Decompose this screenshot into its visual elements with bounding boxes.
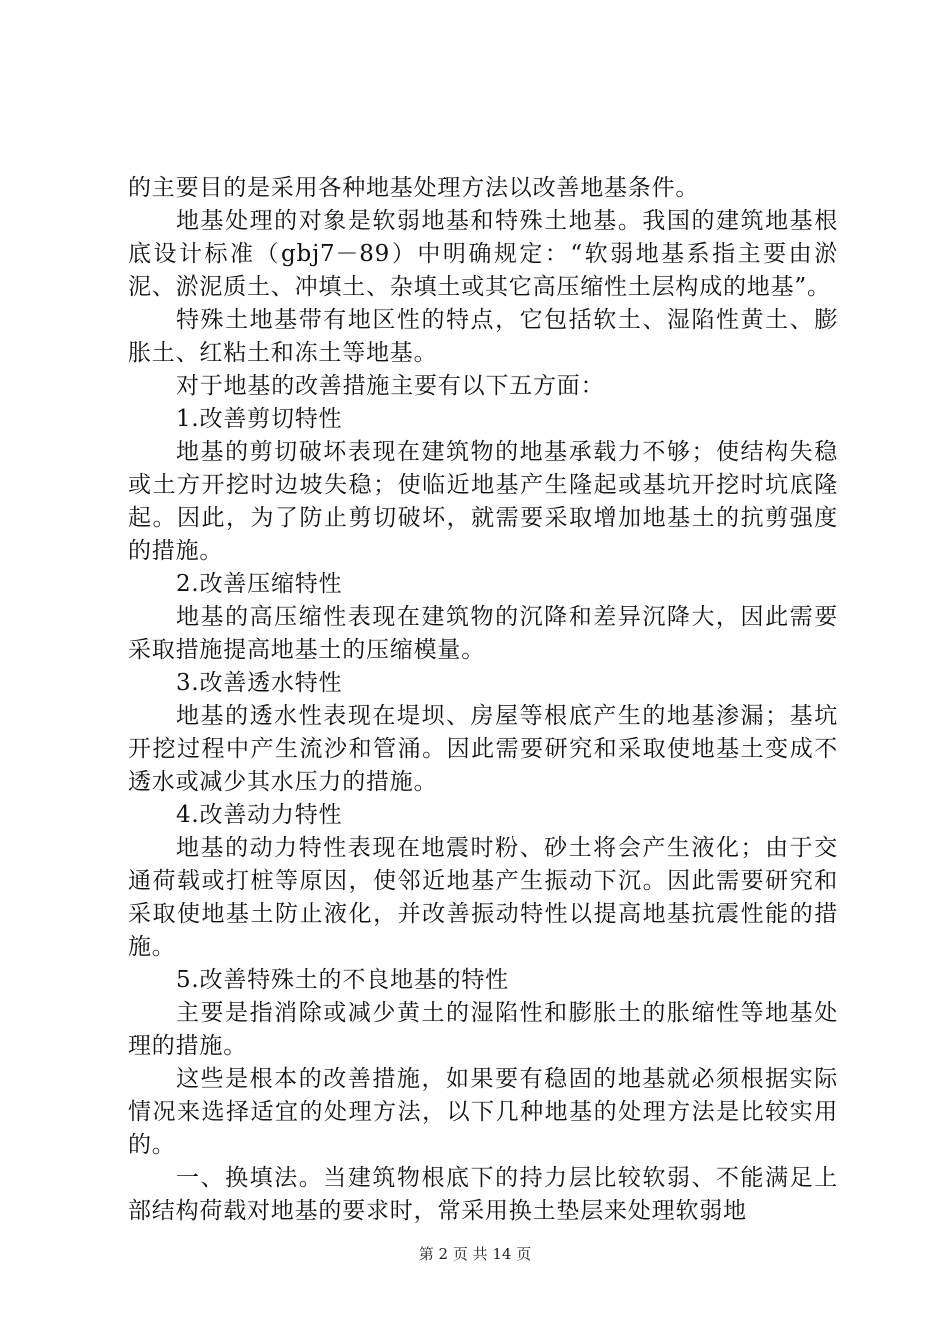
body-text bbox=[128, 172, 838, 1228]
paragraph: 特殊土地基带有地区性的特点，它包括软土、湿陷性黄土、膨胀土、红粘土和冻土等地基。 bbox=[128, 307, 838, 366]
paragraph: 地基的高压缩性表现在建筑物的沉降和差异沉降大，因此需要采取措施提高地基土的压缩模量。 bbox=[128, 604, 838, 663]
paragraph: 这些是根本的改善措施，如果要有稳固的地基就必须根据实际情况来选择适宜的处理方法，以下几种地基的处理方法是比较实用的。 bbox=[128, 1066, 838, 1158]
section-heading: 5.改善特殊土的不良地基的特性 bbox=[176, 967, 509, 993]
section-heading: 4.改善动力特性 bbox=[176, 802, 343, 828]
section-heading: 3.改善透水特性 bbox=[176, 670, 343, 696]
section-heading: 1.改善剪切特性 bbox=[176, 406, 343, 432]
paragraph: 对于地基的改善措施主要有以下五方面： bbox=[176, 373, 605, 399]
paragraph: 主要是指消除或减少黄土的湿陷性和膨胀土的胀缩性等地基处理的措施。 bbox=[128, 1000, 838, 1059]
page-number: 第 2 页 共 14 页 bbox=[418, 1245, 532, 1263]
paragraph: 地基的透水性表现在堤坝、房屋等根底产生的地基渗漏；基坑开挖过程中产生流沙和管涌。因此需要研究和采取使地基土变成不透水或减少其水压力的措施。 bbox=[128, 703, 838, 795]
paragraph: 的主要目的是采用各种地基处理方法以改善地基条件。 bbox=[128, 175, 700, 201]
paragraph: 一、换填法。当建筑物根底下的持力层比较软弱、不能满足上部结构荷载对地基的要求时，常采用换土垫层来处理软弱地 bbox=[128, 1165, 838, 1224]
page-footer bbox=[0, 1243, 950, 1264]
section-heading: 2.改善压缩特性 bbox=[176, 571, 343, 597]
paragraph: 地基的动力特性表现在地震时粉、砂土将会产生液化；由于交通荷载或打桩等原因，使邻近地基产生振动下沉。因此需要研究和采取使地基土防止液化，并改善振动特性以提高地基抗震性能的措施。 bbox=[128, 835, 838, 960]
paragraph: 地基处理的对象是软弱地基和特殊土地基。我国的建筑地基根底设计标准（gbj7－89）中明确规定：“软弱地基系指主要由淤泥、淤泥质土、冲填土、杂填土或其它高压缩性土层构成的地基”。 bbox=[128, 208, 838, 300]
paragraph: 地基的剪切破坏表现在建筑物的地基承载力不够；使结构失稳或土方开挖时边坡失稳；使临近地基产生隆起或基坑开挖时坑底隆起。因此，为了防止剪切破坏，就需要采取增加地基土的抗剪强度的措施。 bbox=[128, 439, 838, 564]
